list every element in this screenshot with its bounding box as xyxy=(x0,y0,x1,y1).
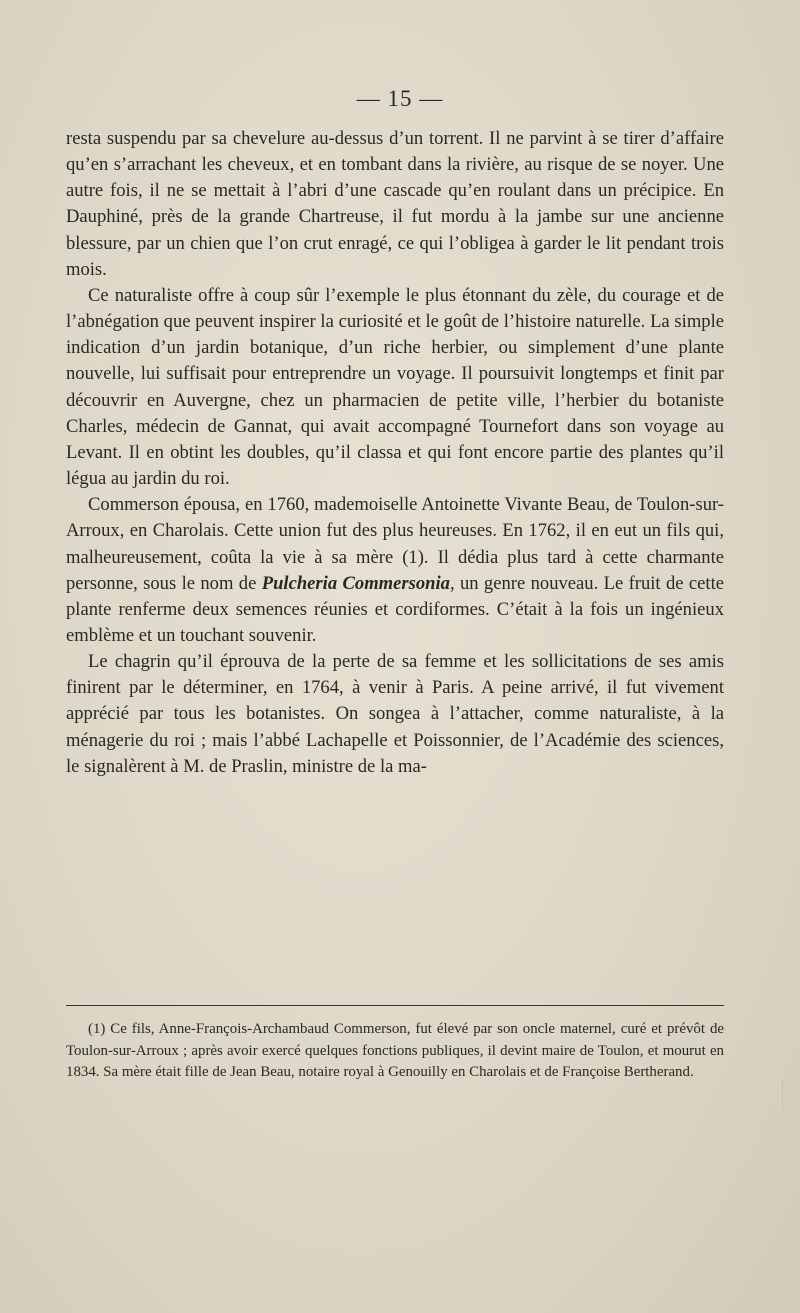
page-edge-mark xyxy=(782,1080,795,1110)
paragraph-3 xyxy=(66,492,724,649)
paragraph-1: resta suspendu par sa chevelure au-dessus d’un torrent. Il ne parvint à se tirer d’affaire qu’en s’arrachant les cheveux, et en tombant dans la rivière, au risque de se noyer. Une autre fois, il ne se mettait à l’abri d’une cascade qu’en roulant dans un précipice. En Dauphiné, près de la grande Chartreuse, il fut mordu à la jambe sur une ancienne blessure, par un chien que l’on crut enragé, ce qui l’obligea à garder le lit pendant trois mois. xyxy=(66,128,724,280)
paragraph-4: Le chagrin qu’il éprouva de la perte de sa femme et les sollicitations de ses amis finirent par le déterminer, en 1764, à venir à Paris. A peine arrivé, il fut vivement apprécié par tous les botanistes. On songea à l’attacher, comme naturaliste, à la ménagerie du roi ; mais l’abbé Lachapelle et Poissonnier, de l’Académie des sciences, le signalèrent à M. de Praslin, ministre de la ma- xyxy=(66,651,724,777)
paragraph-2: Ce naturaliste offre à coup sûr l’exemple le plus étonnant du zèle, du courage et de l’abnégation que peuvent inspirer la curiosité et le goût de l’histoire naturelle. La simple indication d’un jardin botanique, d’un riche herbier, ou simplement d’une plante nouvelle, lui suffisait pour entreprendre un voyage. Il poursuivit longtemps et finit par découvrir en Auvergne, chez un pharmacien de petite ville, l’herbier du botaniste Charles, médecin de Gannat, qui avait accompagné Tournefort dans son voyage au Levant. Il en obtint les doubles, qu’il classa et qui font encore partie des plantes qu’il légua au jardin du roi. xyxy=(66,284,724,490)
main-text xyxy=(66,126,724,780)
footnote-text: (1) Ce fils, Anne-François-Archambaud Commerson, fut élevé par son oncle maternel, curé et prévôt de Toulon-sur-Arroux ; après avoir exercé quelques fonctions publiques, il devint maire de Toulon, et mourut en 1834. Sa mère était fille de Jean Beau, notaire royal à Genouilly en Charolais et de Françoise Bertherand. xyxy=(66,1021,724,1081)
paragraph-3-end: , un genre nouveau. Le fruit de cette plante renferme deux semences réunies et cordiformes. C’était à la fois un ingénieux emblème et un touchant souvenir. xyxy=(66,572,724,646)
footnote-divider xyxy=(66,1005,724,1006)
paragraph-3-start: Commerson épousa, en 1760, mademoiselle Antoinette Vivante Beau, de Toulon-sur-Arroux, en Charolais. Cette union fut des plus heureuses. En 1762, il en eut un fils qui, malheureusement, coûta la vie à sa mère (1). Il dédia plus tard à cette charmante personne, sous le nom de xyxy=(66,494,724,594)
page-number: — 15 — xyxy=(356,86,444,111)
plant-name: Pulcheria Commersonia xyxy=(261,572,450,594)
footnote xyxy=(66,1019,724,1084)
